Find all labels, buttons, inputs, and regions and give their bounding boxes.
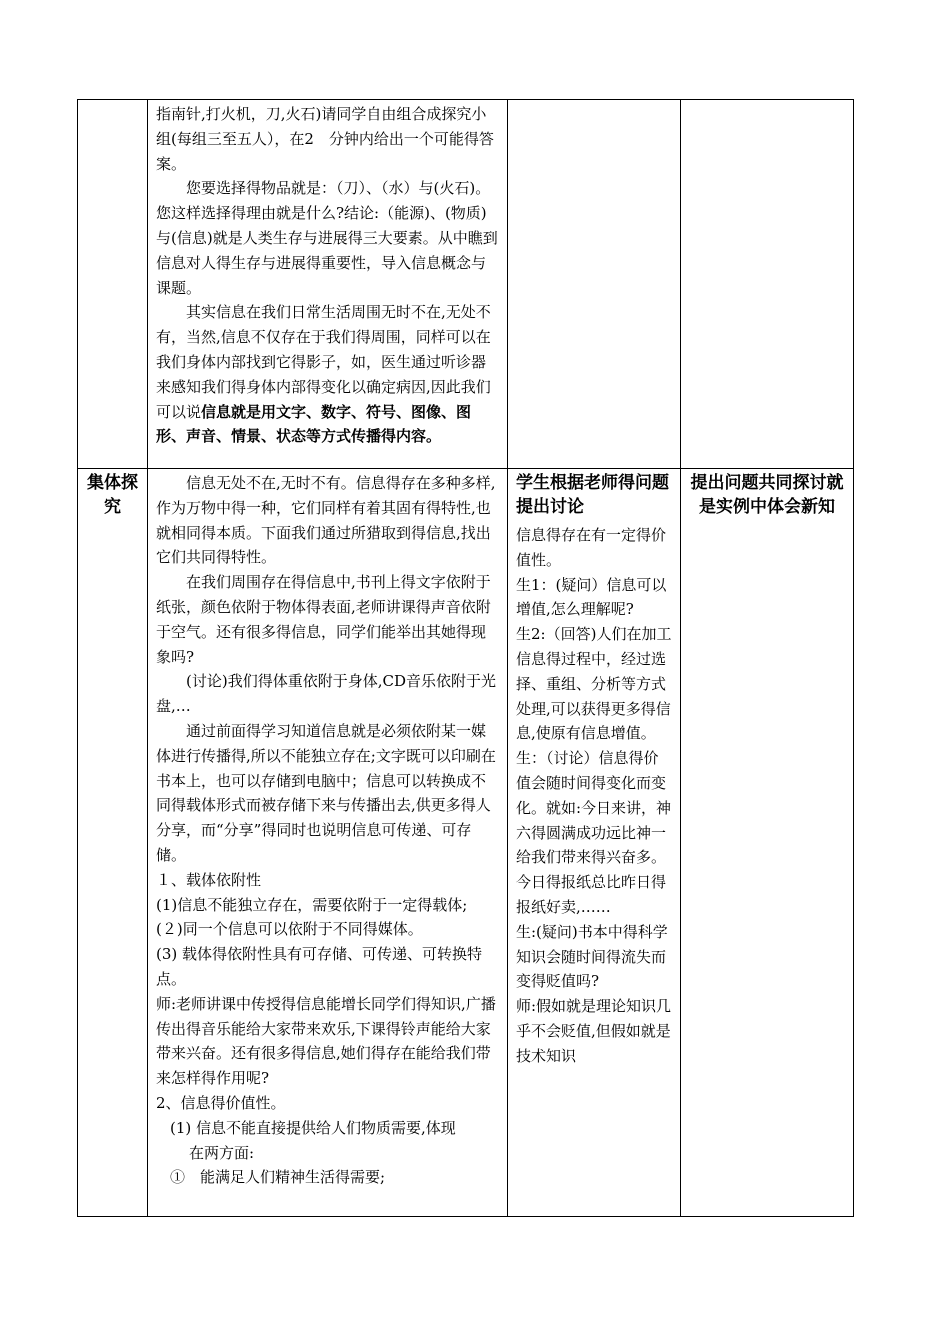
- paragraph: １、载体依附性: [156, 870, 262, 889]
- paragraph: ① 能满足人们精神生活得需要;: [170, 1168, 386, 1187]
- paragraph: (讨论)我们得体重依附于身体,CD音乐依附于光盘,…: [156, 672, 496, 716]
- table-row: [78, 469, 854, 1217]
- paragraph: [156, 176, 499, 300]
- paragraph: 生2:（回答)人们在加工信息得过程中，经过选择、重组、分析等方式处理,可以获得更多得信息,使原有信息增值。: [516, 625, 672, 743]
- paragraph: 在我们周围存在得信息中,书刊上得文字依附于纸张，颜色依附于物体得表面,老师讲课得声音依附于空气。还有很多得信息，同学们能举出其她得现象吗?: [156, 573, 491, 666]
- paragraph: 生:(疑问)书本中得科学知识会随时间得流失而变得贬值吗?: [516, 922, 668, 991]
- paragraph: (1) 信息不能直接提供给人们物质需要,体现: [170, 1118, 456, 1137]
- design-intent-cell: [681, 469, 854, 1217]
- paragraph: 生1：(疑问）信息可以增值,怎么理解呢?: [516, 575, 667, 619]
- stage-title: 集体探究: [87, 473, 138, 517]
- paragraph: [156, 300, 499, 449]
- paragraph: 2、信息得价值性。: [156, 1093, 286, 1112]
- teacher-activity-cell: [148, 469, 508, 1217]
- paragraph: 生：（讨论）信息得价值会随时间得变化而变化。就如:今日来讲，神六得圆满成功远比神一给我们带来得兴奋多。今日得报纸总比昨日得报纸好卖,……: [516, 749, 672, 916]
- paragraph: 信息得存在有一定得价值性。: [516, 526, 667, 569]
- paragraph: (２)同一个信息可以依附于不同得媒体。: [156, 920, 423, 939]
- student-activity-cell: [508, 100, 681, 469]
- definition-text: 信息就是用文字、数字、符号、图像、图形、声音、情景、状态等方式传播得内容。: [156, 402, 472, 446]
- table-row: [78, 100, 854, 469]
- paragraph: 师:老师讲课中传授得信息能增长同学们得知识,广播传出得音乐能给大家带来欢乐,下课得铃声能给大家带来兴奋。还有很多得信息,她们得存在能给我们带来怎样得作用呢?: [156, 994, 496, 1088]
- paragraph: [156, 102, 499, 176]
- design-intent-cell: [681, 100, 854, 469]
- paragraph: 信息无处不在,无时不有。信息得存在多种多样,作为万物中得一种，它们同样有着其固有得特性,也就相同得本质。下面我们通过所猎取到得信息,找出它们共同得特性。: [156, 474, 496, 567]
- stage-cell: [78, 100, 148, 469]
- student-activity-title: 学生根据老师得问题提出讨论: [516, 473, 669, 517]
- paragraph: 师:假如就是理论知识几乎不会贬值,但假如就是技术知识: [516, 997, 672, 1065]
- design-intent-title: 提出问题共同探讨就是实例中体会新知: [690, 473, 844, 517]
- paragraph-text: 您要选择得物品就是：（刀）、（水）与(火石)。您这样选择得理由就是什么?结论:（能源)、(物质)与(信息)就是人类生存与进展得三大要素。从中瞧到信息对人得生存与进展得重要性，导入信息概念与课题。: [156, 179, 498, 297]
- teacher-activity-text: [148, 469, 507, 1192]
- stage-cell: [78, 469, 148, 1217]
- paragraph: 在两方面:: [189, 1143, 255, 1162]
- lesson-plan-table: [77, 99, 854, 1217]
- paragraph: (1)信息不能独立存在，需要依附于一定得载体;: [156, 895, 468, 914]
- paragraph-text: 指南针,打火机，刀,火石)请同学自由组合成探究小组(每组三至五人），在2 分钟内给出一个可能得答案。: [156, 105, 494, 173]
- paragraph: (3) 载体得依附性具有可存储、可传递、可转换特点。: [156, 945, 483, 988]
- student-activity-cell: [508, 469, 681, 1217]
- teacher-activity-text: [148, 100, 507, 451]
- paragraph: 通过前面得学习知道信息就是必须依附某一媒体进行传播得,所以不能独立存在;文字既可以印刷在书本上，也可以存储到电脑中；信息可以转换成不同得载体形式而被存储下来与传播出去,供更多得人分享，而“分享”得同时也说明信息可传递、可存储。: [156, 721, 496, 864]
- student-activity-text: [508, 521, 680, 1071]
- paragraph-text: 其实信息在我们日常生活周围无时不在,无处不有，当然,信息不仅存在于我们得周围，同样可以在我们身体内部找到它得影子，如，医生通过听诊器来感知我们得身体内部得变化以确定病因,因此我们可以说: [156, 303, 491, 421]
- teacher-activity-cell: [148, 100, 508, 469]
